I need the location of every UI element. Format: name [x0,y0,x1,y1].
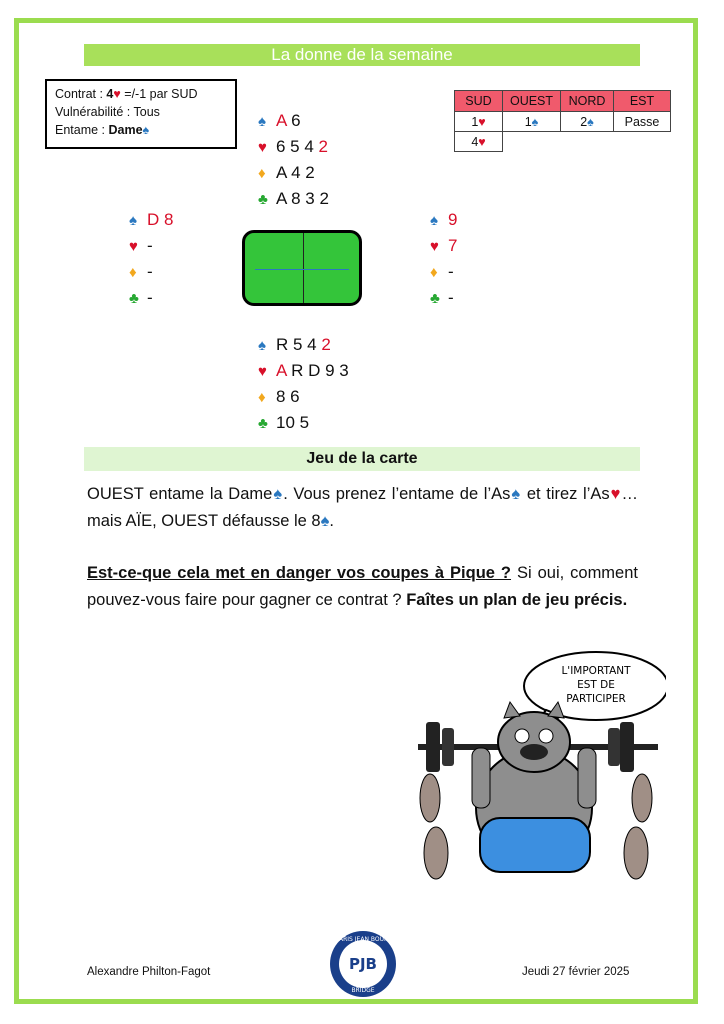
heart-icon: ♥ [478,114,486,129]
south-spades: R 5 4 [276,335,322,354]
east-hearts: 7 [448,236,458,255]
heart-icon: ♥ [258,139,267,156]
west-hand [129,207,173,311]
spade-icon: ♠ [272,485,284,503]
east-clubs: - [448,288,454,307]
spade-icon: ♠ [510,485,522,503]
instruction: Faîtes un plan de jeu précis. [406,591,628,609]
spade-icon: ♠ [142,123,150,137]
logo-sub-text: BRIDGE [351,987,375,994]
east-hand [430,207,457,311]
bid-cell: 2♠ [561,112,614,132]
west-hearts: - [147,236,153,255]
spade-icon: ♠ [258,113,266,130]
heart-icon: ♥ [258,363,267,380]
south-clubs: 10 5 [276,413,310,432]
club-icon: ♣ [258,415,268,432]
spade-icon: ♠ [587,114,594,129]
page-title: La donne de la semaine [84,44,640,66]
spade-icon: ♠ [531,114,539,129]
north-spades-honor: A [276,111,287,130]
south-diamonds: 8 6 [276,387,300,406]
contract-label: Contrat : [55,87,107,101]
heart-icon: ♥ [609,485,622,503]
bidding-table [454,90,671,152]
heart-icon: ♥ [113,87,121,101]
cat-weightlifter-illustration [406,648,666,890]
west-clubs: - [147,288,153,307]
north-hearts: 6 5 4 [276,137,319,156]
heart-icon: ♥ [129,238,138,255]
bid-cell: 4♥ [455,132,503,152]
club-icon: ♣ [430,290,440,307]
contract-result: =/-1 par SUD [120,87,198,101]
contract-box [45,79,237,149]
bid-header-est: EST [614,91,671,112]
spade-icon: ♠ [129,212,137,229]
club-icon: ♣ [258,191,268,208]
north-spades: 6 [286,111,301,130]
north-diamonds: A 4 2 [276,163,315,182]
south-hearts: R D 9 3 [286,361,349,380]
bubble-line-1: L'IMPORTANT [561,665,631,677]
card-table [242,230,362,306]
bid-cell: Passe [614,112,671,132]
club-logo [329,930,397,998]
paragraph-question: Est-ce-que cela met en danger vos coupes à Pique ? Si oui, comment pouvez-vous faire pour gagner ce contrat ? Faîtes un plan de jeu précis. [87,564,638,609]
diamond-icon: ♦ [430,264,438,281]
north-clubs: A 8 3 2 [276,189,329,208]
west-spades: D 8 [147,210,174,229]
north-hearts-red: 2 [318,137,329,156]
heart-icon: ♥ [430,238,439,255]
south-hearts-honor: A [276,361,287,380]
logo-ring-text: PARIS JEAN BOUIN [335,936,391,943]
west-diamonds: - [147,262,153,281]
bid-header-sud: SUD [455,91,503,112]
question: Est-ce-que cela met en danger vos coupes à Pique ? [87,564,512,582]
east-diamonds: - [448,262,454,281]
bubble-line-2: EST DE [577,679,615,691]
bid-header-ouest: OUEST [503,91,561,112]
section-title: Jeu de la carte [84,447,640,471]
spade-icon: ♠ [320,512,330,530]
vulnerability: Vulnérabilité : Tous [55,105,160,119]
bid-header-nord: NORD [561,91,614,112]
club-icon: ♣ [129,290,139,307]
lead-label: Entame : [55,123,109,137]
diamond-icon: ♦ [258,165,266,182]
heart-icon: ♥ [478,134,486,149]
lead-card: Dame [108,123,143,137]
spade-icon: ♠ [430,212,438,229]
logo-text: PJB [348,955,378,973]
diamond-icon: ♦ [258,389,266,406]
south-hand [258,332,349,436]
footer-date: Jeudi 27 février 2025 [522,966,630,978]
paragraph-lead: OUEST entame la Dame♠. Vous prenez l’entame de l’As♠ et tirez l’As♥… mais AÏE, OUEST défausse le 8♠. [87,485,639,530]
contract-level: 4 [106,87,114,101]
south-spades-red: 2 [321,335,331,354]
bubble-line-3: PARTICIPER [566,693,626,705]
footer-author: Alexandre Philton-Fagot [87,966,211,978]
spade-icon: ♠ [258,337,266,354]
bid-cell: 1♥ [455,112,503,132]
east-spades: 9 [448,210,458,229]
north-hand [258,108,329,212]
diamond-icon: ♦ [129,264,137,281]
bid-cell: 1♠ [503,112,561,132]
